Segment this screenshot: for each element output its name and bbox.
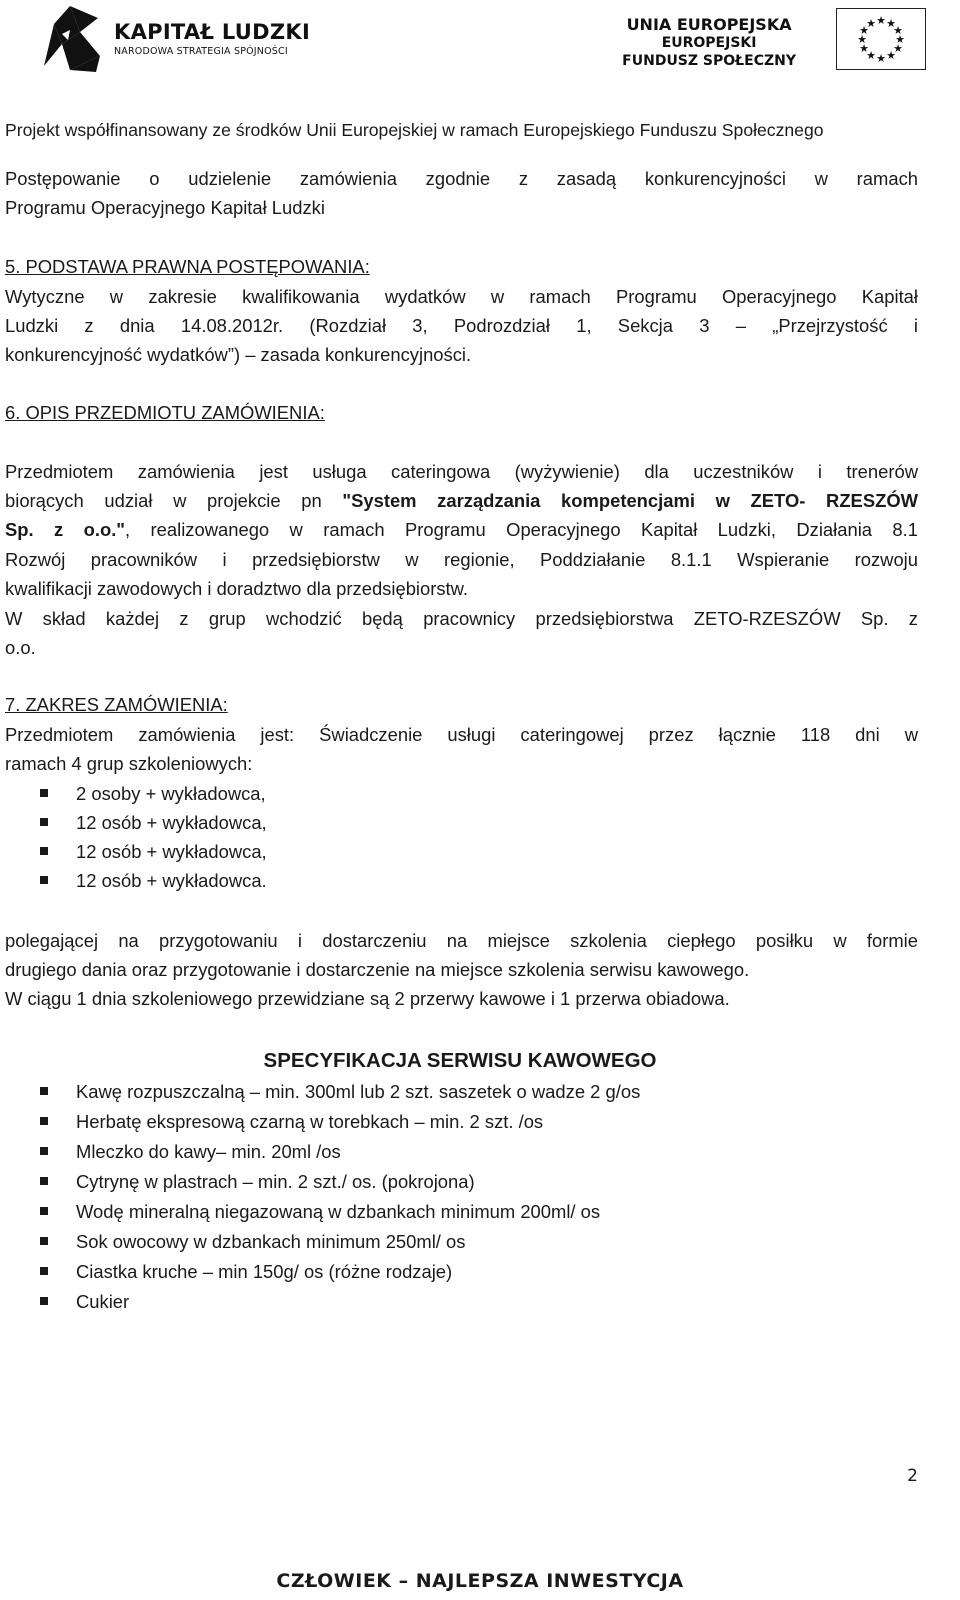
- svg-text:★: ★: [866, 49, 876, 62]
- spec-list-item-text: Ciastka kruche – min 150g/ os (różne rodzaje): [76, 1261, 453, 1282]
- group-list-item-text: 12 osób + wykładowca,: [76, 812, 267, 833]
- svg-text:★: ★: [876, 14, 886, 27]
- section-7-line-2: ramach 4 grup szkoleniowych:: [5, 753, 253, 774]
- section-6-line-3: [5, 515, 918, 544]
- section-5-line-1: Wytyczne w zakresie kwalifikowania wydatków w ramach Programu Operacyjnego Kapitał: [5, 286, 918, 307]
- kapital-ludzki-logo: [40, 4, 310, 74]
- section-6-line-2-text: biorących udział w projekcie pn: [5, 490, 343, 511]
- section-6-heading-text: 6. OPIS PRZEDMIOTU ZAMÓWIENIA:: [5, 402, 325, 423]
- svg-text:★: ★: [859, 24, 869, 37]
- scope-paragraph-line-1: polegającej na przygotowaniu i dostarczeniu na miejsce szkolenia ciepłego posiłku w formie: [5, 930, 918, 951]
- spec-list-item-text: Wodę mineralną niegazowaną w dzbankach minimum 200ml/ os: [76, 1201, 601, 1222]
- section-7-line-1: Przedmiotem zamówienia jest: Świadczenie usługi cateringowej przez łącznie 118 dni w: [5, 724, 918, 745]
- project-name-part-2: Sp. z o.o.": [5, 519, 126, 540]
- eu-logo-text: [622, 16, 796, 70]
- eu-logo-line2: EUROPEJSKI: [661, 35, 757, 51]
- eu-stars-flag-icon: [836, 8, 926, 70]
- section-7-heading: [5, 690, 918, 719]
- scope-paragraph-line-3: W ciągu 1 dnia szkoleniowego przewidziane są 2 przerwy kawowe i 1 przerwa obiadowa.: [5, 988, 730, 1009]
- cofinance-note: Projekt współfinansowany ze środków Unii Europejskiej w ramach Europejskiego Funduszu Społecznego: [5, 120, 824, 140]
- project-name-part-1: "System zarządzania kompetencjami w ZETO- RZESZÓW: [342, 490, 918, 511]
- section-6-line-7: o.o.: [5, 637, 36, 658]
- page-header: [0, 0, 960, 84]
- svg-text:★: ★: [886, 17, 896, 30]
- kapital-ludzki-subtitle: NARODOWA STRATEGIA SPÓJNOŚCI: [114, 46, 288, 57]
- spec-list-item-text: Cytrynę w plastrach – min. 2 szt./ os. (pokrojona): [76, 1171, 475, 1192]
- group-list-item-text: 2 osoby + wykładowca,: [76, 783, 266, 804]
- footer-slogan: CZŁOWIEK – NAJLEPSZA INWESTYCJA: [276, 1570, 684, 1592]
- eu-logo: [622, 4, 926, 76]
- svg-text:★: ★: [893, 42, 903, 55]
- section-7-heading-text: 7. ZAKRES ZAMÓWIENIA:: [5, 694, 228, 715]
- intro-line-1: Postępowanie o udzielenie zamówienia zgodnie z zasadą konkurencyjności w ramach: [5, 168, 918, 189]
- section-6-line-2: [5, 486, 918, 515]
- eu-logo-line3: FUNDUSZ SPOŁECZNY: [622, 53, 796, 69]
- kapital-ludzki-title: KAPITAŁ LUDZKI: [114, 20, 311, 44]
- section-6-line-3-text: , realizowanego w ramach Programu Operacyjnego Kapitał Ludzki, Działania 8.1: [125, 519, 918, 540]
- section-6-line-1: Przedmiotem zamówienia jest usługa cateringowa (wyżywienie) dla uczestników i trenerów: [5, 461, 918, 482]
- scope-paragraph-line-2: drugiego dania oraz przygotowanie i dostarczenie na miejsce szkolenia serwisu kawowego.: [5, 959, 750, 980]
- svg-text:★: ★: [886, 49, 896, 62]
- spec-list-item-text: Cukier: [76, 1291, 130, 1312]
- section-5-line-3: konkurencyjność wydatków”) – zasada konkurencyjności.: [5, 344, 472, 365]
- svg-text:★: ★: [876, 52, 886, 65]
- intro-line-2: Programu Operacyjnego Kapitał Ludzki: [5, 197, 325, 218]
- group-list-item-text: 12 osób + wykładowca.: [76, 870, 267, 891]
- section-5-line-2: Ludzki z dnia 14.08.2012r. (Rozdział 3, Podrozdział 1, Sekcja 3 – „Przejrzystość i: [5, 315, 918, 336]
- section-5-heading: [5, 252, 918, 281]
- section-6-line-5: kwalifikacji zawodowych i doradztwo dla przedsiębiorstw.: [5, 578, 469, 599]
- group-list-item-text: 12 osób + wykładowca,: [76, 841, 267, 862]
- section-6-line-6: W skład każdej z grup wchodzić będą pracownicy przedsiębiorstwa ZETO-RZESZÓW Sp. z: [5, 608, 918, 629]
- section-6-line-4: Rozwój pracowników i przedsiębiorstw w regionie, Poddziałanie 8.1.1 Wspieranie rozwoju: [5, 549, 918, 570]
- spec-title: SPECYFIKACJA SERWISU KAWOWEGO: [263, 1049, 657, 1072]
- svg-text:★: ★: [866, 17, 876, 30]
- kapital-ludzki-emblem-icon: [40, 4, 106, 74]
- spec-list-item-text: Mleczko do kawy– min. 20ml /os: [76, 1141, 341, 1162]
- svg-text:★: ★: [859, 42, 869, 55]
- spec-list-item-text: Sok owocowy w dzbankach minimum 250ml/ os: [76, 1231, 466, 1252]
- page-number: 2: [907, 1466, 918, 1486]
- svg-text:★: ★: [895, 33, 905, 46]
- svg-text:★: ★: [857, 33, 867, 46]
- spec-list-item-text: Kawę rozpuszczalną – min. 300ml lub 2 szt. saszetek o wadze 2 g/os: [76, 1081, 641, 1102]
- eu-logo-line1: UNIA EUROPEJSKA: [626, 15, 792, 34]
- spec-list-item-text: Herbatę ekspresową czarną w torebkach – min. 2 szt. /os: [76, 1111, 544, 1132]
- svg-text:★: ★: [893, 24, 903, 37]
- section-5-heading-text: 5. PODSTAWA PRAWNA POSTĘPOWANIA:: [5, 256, 370, 277]
- section-6-heading: [5, 398, 918, 427]
